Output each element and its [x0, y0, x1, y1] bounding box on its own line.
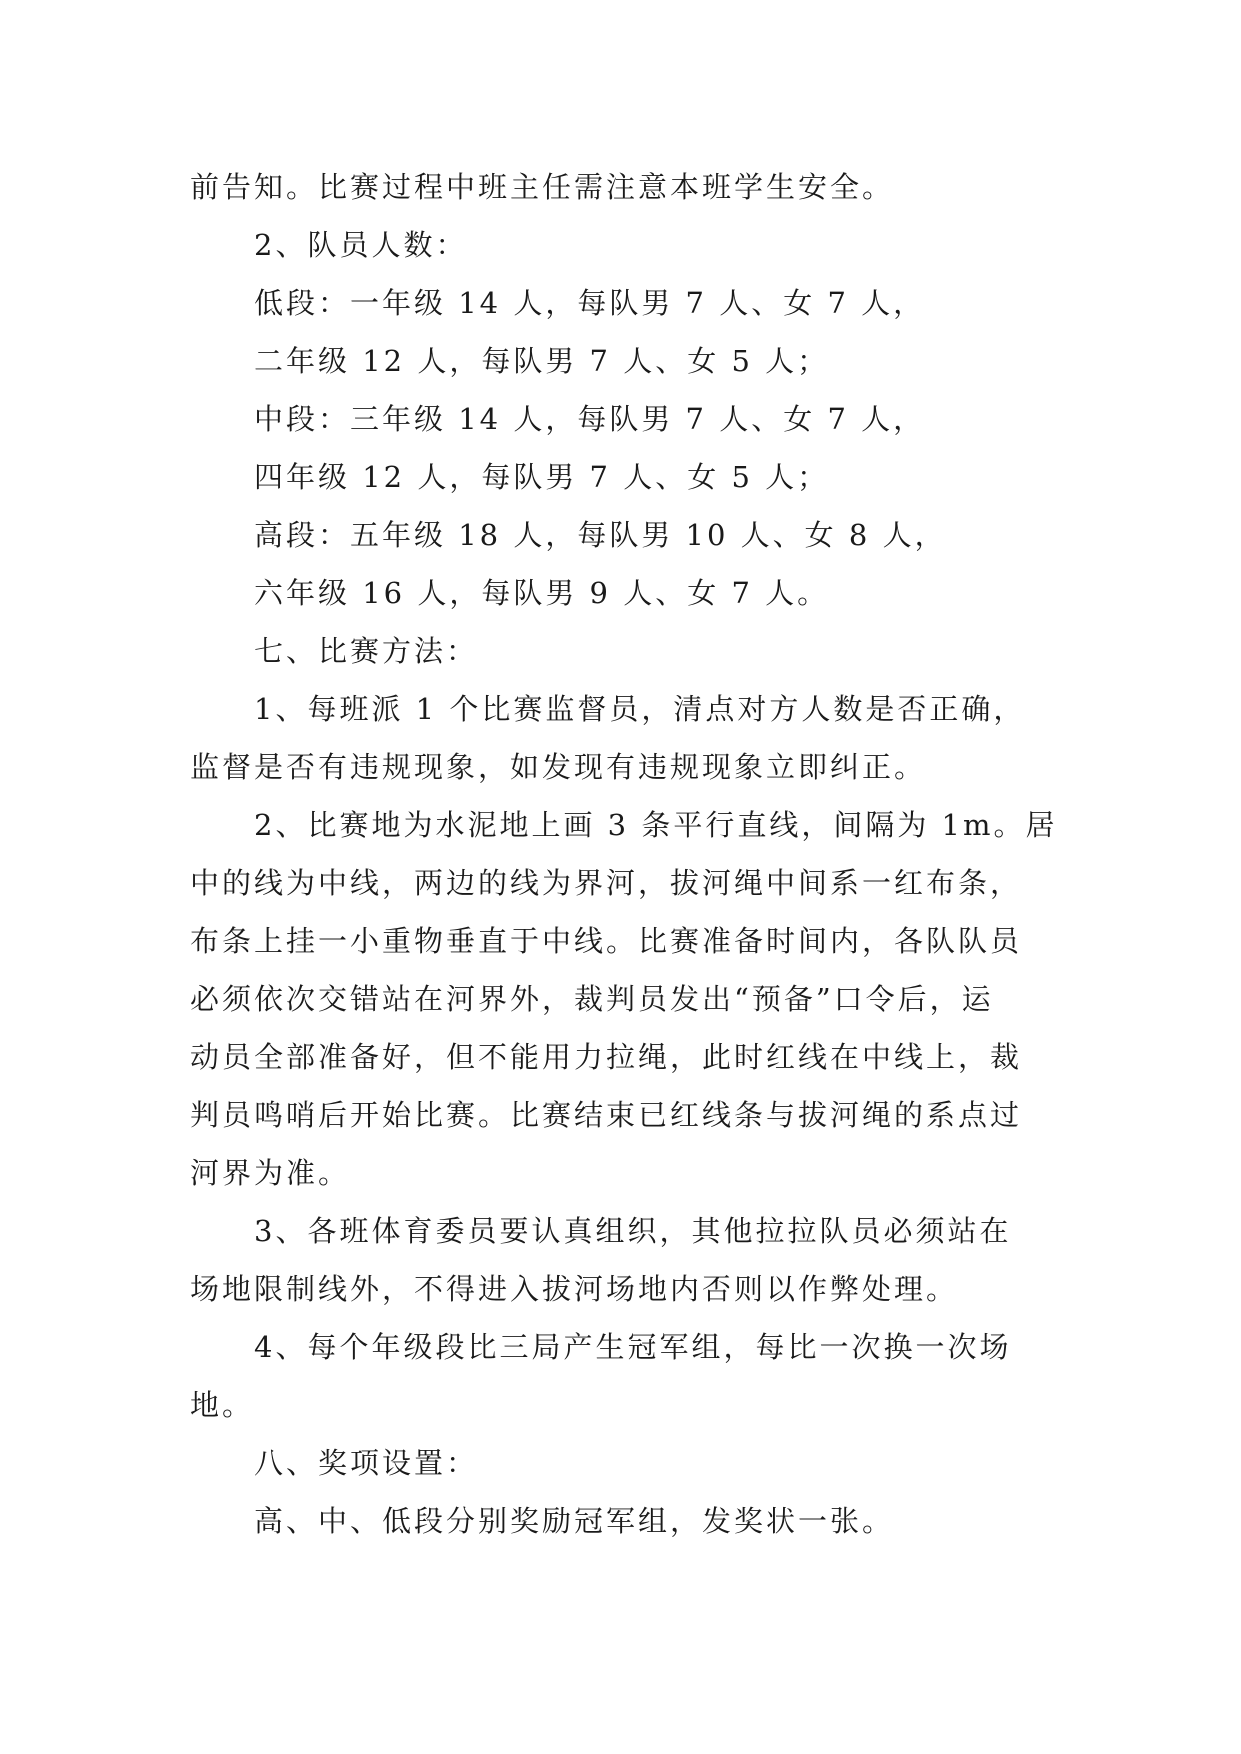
paragraph-line: 动员全部准备好，但不能用力拉绳，此时红线在中线上，裁 [190, 1040, 1023, 1074]
paragraph-line: 2、队员人数： [254, 228, 468, 262]
paragraph-line: 二年级 12 人，每队男 7 人、女 5 人； [254, 344, 830, 378]
paragraph-line: 河界为准。 [190, 1156, 351, 1190]
document-body [190, 158, 1060, 1550]
paragraph-line: 布条上挂一小重物垂直于中线。比赛准备时间内，各队队员 [190, 924, 1023, 958]
paragraph-line: 地。 [190, 1388, 255, 1422]
paragraph-line: 监督是否有违规现象，如发现有违规现象立即纠正。 [190, 750, 927, 784]
paragraph-line: 中段：三年级 14 人，每队男 7 人、女 7 人， [254, 402, 926, 436]
paragraph-line: 六年级 16 人，每队男 9 人、女 7 人。 [254, 576, 830, 610]
paragraph-line: 必须依次交错站在河界外，裁判员发出“预备”口令后，运 [190, 982, 994, 1016]
paragraph-line: 判员鸣哨后开始比赛。比赛结束已红线条与拔河绳的系点过 [190, 1098, 1023, 1132]
paragraph-line: 3、各班体育委员要认真组织，其他拉拉队员必须站在 [254, 1214, 1012, 1248]
paragraph-line: 高段：五年级 18 人，每队男 10 人、女 8 人， [254, 518, 947, 552]
paragraph-line: 高、中、低段分别奖励冠军组，发奖状一张。 [254, 1504, 895, 1538]
paragraph-line: 4、每个年级段比三局产生冠军组，每比一次换一次场 [254, 1330, 1012, 1364]
paragraph-line: 中的线为中线，两边的线为界河，拔河绳中间系一红布条， [190, 866, 1023, 900]
section-heading: 七、比赛方法： [254, 634, 479, 668]
paragraph-line: 场地限制线外，不得进入拔河场地内否则以作弊处理。 [190, 1272, 959, 1306]
paragraph-line: 2、比赛地为水泥地上画 3 条平行直线，间隔为 1m。居 [254, 808, 1058, 842]
paragraph-line: 1、每班派 1 个比赛监督员，清点对方人数是否正确， [254, 692, 1026, 726]
paragraph-line: 低段：一年级 14 人，每队男 7 人、女 7 人， [254, 286, 926, 320]
paragraph-line: 前告知。比赛过程中班主任需注意本班学生安全。 [190, 170, 895, 204]
section-heading: 八、奖项设置： [254, 1446, 479, 1480]
paragraph-line: 四年级 12 人，每队男 7 人、女 5 人； [254, 460, 830, 494]
